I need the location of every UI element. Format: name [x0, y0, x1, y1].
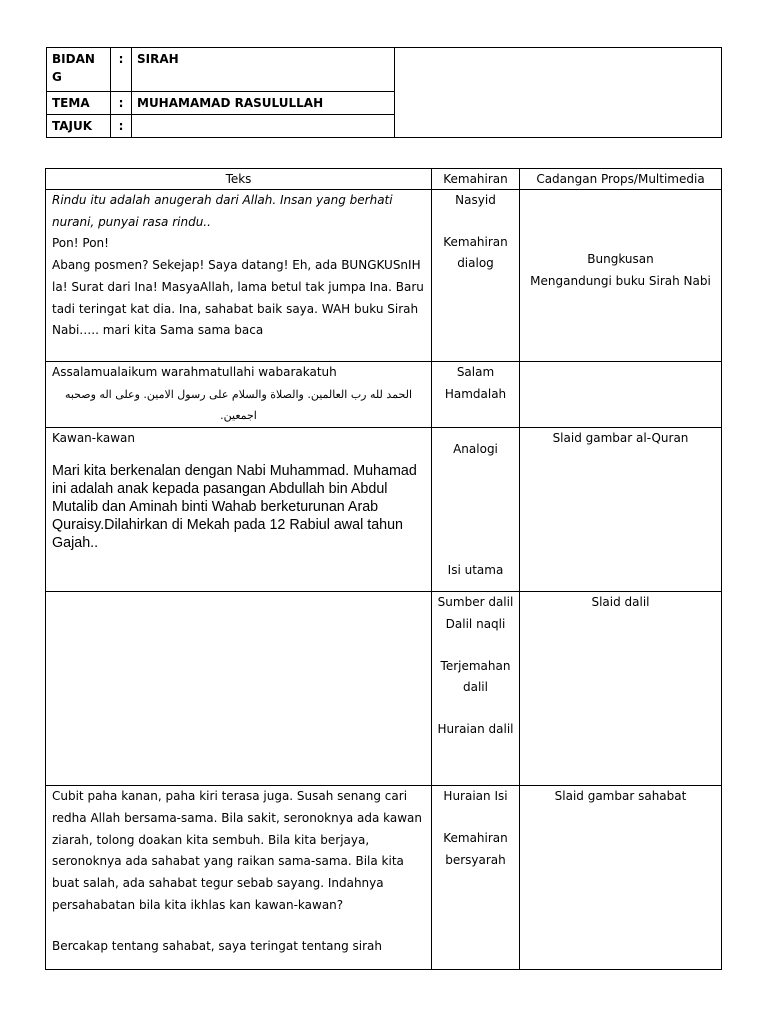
row5-kemahiran-2: Kemahiran bersyarah [443, 830, 508, 867]
row2-teks [46, 362, 432, 428]
row1-props [520, 190, 722, 362]
row4-kemahiran-3: Terjemahan dalil [440, 658, 511, 695]
row4-teks [46, 592, 432, 786]
tema-colon: : [111, 92, 132, 115]
row3-teks-1: Kawan-kawan [52, 431, 135, 446]
table-row [46, 786, 722, 970]
row3-teks [46, 428, 432, 592]
header-blank-cell [395, 48, 722, 138]
table-row [46, 592, 722, 786]
row5-kemahiran [432, 786, 520, 970]
tajuk-colon: : [111, 115, 132, 138]
row2-teks-arabic: الحمد لله رب العالمين. والصلاة والسلام على رسول الامين. وعلى اله وصحبه اجمعين. [64, 387, 413, 423]
table-row [46, 190, 722, 362]
row5-teks-1: Cubit paha kanan, paha kiri terasa juga. Susah senang cari redha Allah bersama-sama. Bila sakit, seronoknya ada kawan ziarah, tolong doakan kita sembuh. Bila kita berjaya, seronoknya ada sahabat yang raikan sama-sama. Bila kita buat salah, ada sahabat tegur sebab sayang. Indahnya persahabatan bila kita ikhlas kan kawan-kawan? [52, 789, 422, 912]
table-row [46, 362, 722, 428]
row1-props-2: Mengandungi buku Sirah Nabi [530, 273, 711, 288]
header-table [46, 47, 722, 138]
col-header-kemahiran: Kemahiran [432, 169, 520, 190]
row1-kemahiran-2: Kemahiran dialog [443, 234, 508, 271]
row5-teks-2: Bercakap tentang sahabat, saya teringat tentang sirah [52, 939, 383, 954]
row1-kemahiran [432, 190, 520, 362]
row3-props: Slaid gambar al-Quran [520, 428, 722, 592]
row1-teks-line: Abang posmen? Sekejap! Saya datang! Eh, ada BUNGKUSnIH la! Surat dari Ina! MasyaAllah, lama betul tak jumpa Ina. Baru tadi teringat kat dia. Ina, sahabat baik saya. WAH buku Sirah Nabi….. mari kita Sama sama baca [52, 258, 424, 338]
tajuk-label: TAJUK [47, 115, 111, 138]
tema-value: MUHAMAMAD RASULULLAH [132, 92, 395, 115]
row1-teks-line: Pon! Pon! [52, 236, 109, 251]
row3-kemahiran-2: Isi utama [447, 562, 504, 577]
row1-teks [46, 190, 432, 362]
bidang-colon: : [111, 48, 132, 92]
row5-teks [46, 786, 432, 970]
row3-kemahiran-1: Analogi [453, 442, 498, 457]
row5-props: Slaid gambar sahabat [520, 786, 722, 970]
row2-kemahiran-1: Salam [456, 365, 495, 379]
row3-teks-2: Mari kita berkenalan dengan Nabi Muhammad. Muhamad ini adalah anak kepada pasangan Abdullah bin Abdul Mutalib dan Aminah binti Wahab berketurunan Arab Quraisy.Dilahirkan di Mekah pada 12 Rabiul awal tahun Gajah.. [52, 462, 417, 551]
bidang-value: SIRAH [132, 48, 395, 92]
row4-kemahiran-2: Dalil naqli [445, 616, 506, 631]
col-header-teks: Teks [46, 169, 432, 190]
row2-kemahiran-2: Hamdalah [444, 386, 507, 401]
row4-kemahiran-4: Huraian dalil [437, 721, 514, 736]
bidang-label: BIDAN G [47, 48, 111, 92]
row5-kemahiran-1: Huraian Isi [443, 789, 508, 804]
tajuk-value [132, 115, 395, 138]
table-row [46, 428, 722, 592]
row4-props: Slaid dalil [520, 592, 722, 786]
tema-label: TEMA [47, 92, 111, 115]
col-header-props: Cadangan Props/Multimedia [520, 169, 722, 190]
row4-kemahiran-1: Sumber dalil [437, 595, 514, 610]
lesson-table [45, 168, 722, 970]
row1-props-1: Bungkusan [587, 252, 654, 266]
row1-kemahiran-1: Nasyid [455, 193, 496, 207]
row4-kemahiran [432, 592, 520, 786]
row3-kemahiran [432, 428, 520, 592]
row2-teks-1: Assalamualaikum warahmatullahi wabarakatuh [52, 365, 337, 379]
row2-kemahiran [432, 362, 520, 428]
row2-props [520, 362, 722, 428]
row1-teks-italic: Rindu itu adalah anugerah dari Allah. Insan yang berhati nurani, punyai rasa rindu.. [52, 193, 393, 229]
